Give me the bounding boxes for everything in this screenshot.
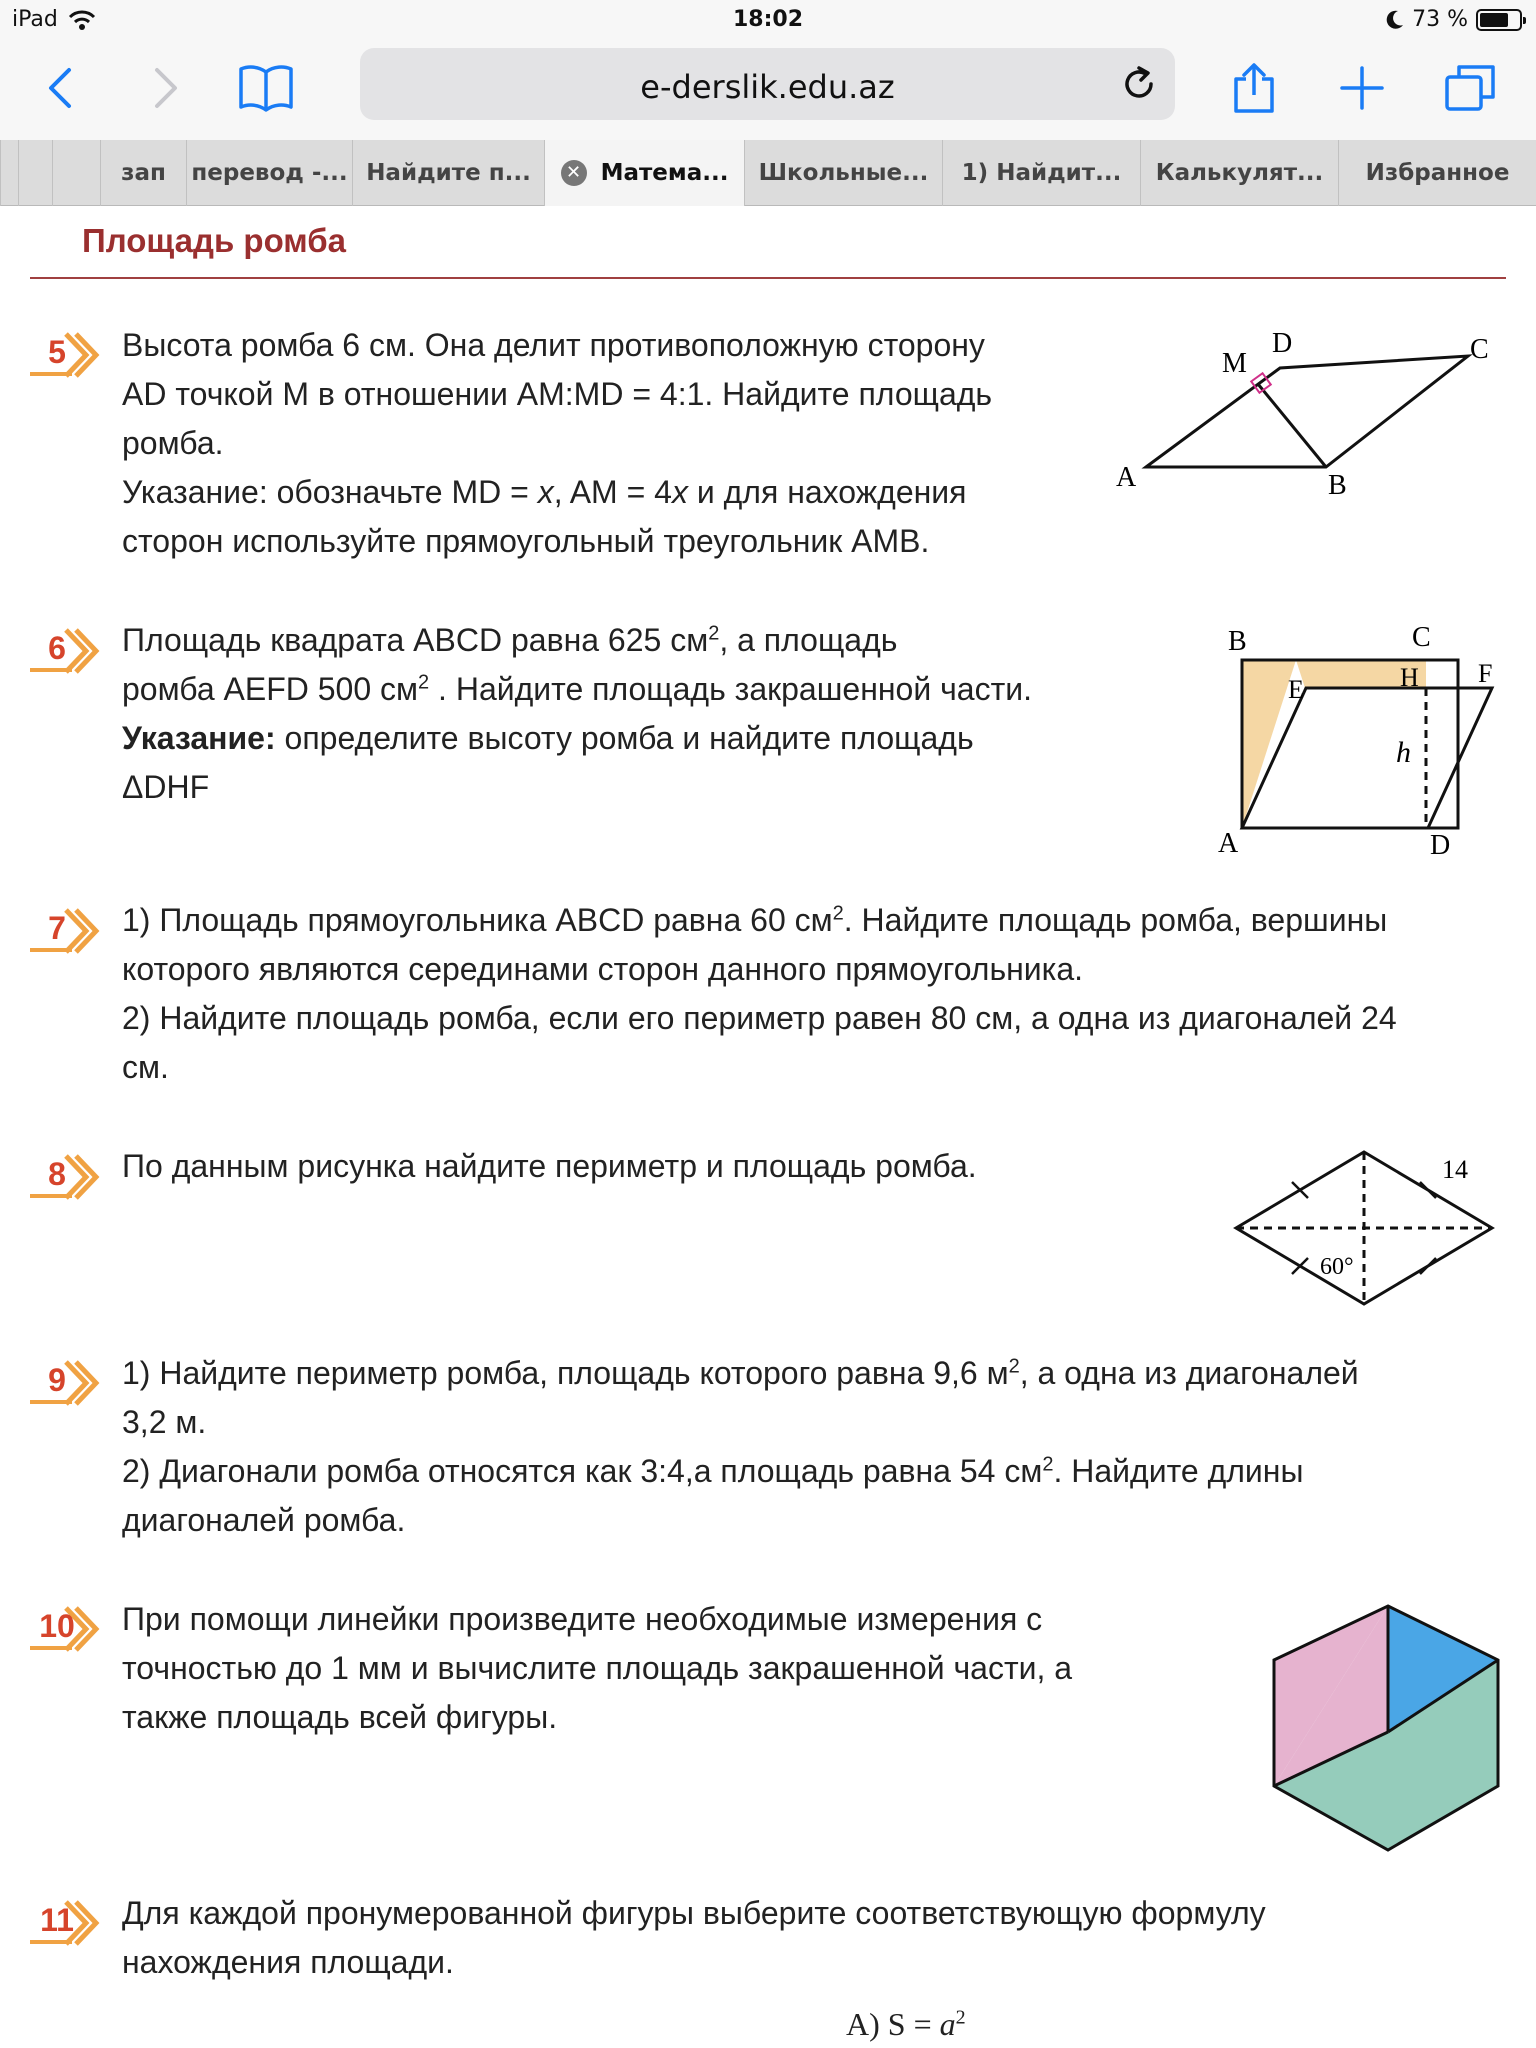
- new-tab-button[interactable]: [1332, 58, 1392, 118]
- label-angle: 60°: [1320, 1254, 1354, 1280]
- label-m: M: [1222, 348, 1247, 379]
- task-text: Площадь квадрата ABCD равна 625 $см^2$, а площадь ромба AEFD 500 $см^2$ . Найдите площадь закрашенной части. Указание: определите высоту ромба и найдите площадь ΔDHF: [122, 622, 1032, 805]
- moon-icon: [1386, 10, 1404, 30]
- label-c: C: [1470, 334, 1489, 365]
- task-text: При помощи линейки произведите необходимые измерения с точностью до 1 мм и вычислите площадь закрашенной части, а также площадь всей фигуры.: [122, 1601, 1073, 1735]
- tab-izbrannoe[interactable]: Избранное: [1338, 140, 1536, 206]
- task-number-badge: [28, 1898, 102, 1948]
- share-icon: [1232, 61, 1276, 115]
- close-tab-icon[interactable]: ✕: [561, 160, 587, 186]
- book-icon: [238, 64, 294, 112]
- plus-icon: [1340, 66, 1384, 110]
- square-rhombus-figure-6: [1210, 618, 1510, 858]
- battery-fill: [1480, 13, 1508, 27]
- label-c: C: [1412, 622, 1431, 653]
- title-divider: [30, 277, 1506, 279]
- label-d: D: [1272, 328, 1293, 359]
- tab-naydite[interactable]: Найдите п...: [352, 140, 544, 206]
- address-bar[interactable]: [360, 48, 1175, 120]
- task-number: 11: [40, 1902, 74, 1938]
- status-bar: [0, 0, 1536, 40]
- label-side: 14: [1442, 1155, 1468, 1184]
- reload-icon[interactable]: [1117, 62, 1161, 106]
- task-number-badge: [28, 1152, 102, 1202]
- formula-a: A) $S = a^2$: [846, 2006, 966, 2042]
- browser-toolbar: [0, 40, 1536, 140]
- task-text: Высота ромба 6 см. Она делит противоположную сторону AD точкой M в отношении AM:MD = 4:1. Найдите площадь ромба. Указание: обозначьте MD = x, AM = 4x и для нахождения сторон используйте прямоугольный треугольник AMB.: [122, 327, 993, 559]
- task-number-badge: [28, 626, 102, 676]
- task-number-badge: [28, 906, 102, 956]
- rhombus-figure-5: [1110, 322, 1500, 502]
- task-number-badge: [28, 1604, 102, 1654]
- task-number: 9: [48, 1362, 66, 1398]
- label-d: D: [1430, 830, 1451, 858]
- tab-perevod[interactable]: перевод -...: [186, 140, 352, 206]
- task-number: 8: [48, 1156, 66, 1192]
- task-number: 7: [48, 910, 66, 946]
- label-e: E: [1288, 675, 1304, 704]
- url-text: e-derslik.edu.az: [640, 68, 895, 106]
- page-title: Площадь ромба: [82, 222, 346, 259]
- task-number-badge: [28, 330, 102, 380]
- label-height: h: [1396, 736, 1411, 769]
- tabs-icon: [1444, 64, 1496, 112]
- task-number-badge: [28, 1358, 102, 1408]
- task-number: 6: [48, 630, 66, 666]
- tab-stub[interactable]: [0, 140, 18, 206]
- share-button[interactable]: [1224, 58, 1284, 118]
- back-button[interactable]: [30, 58, 90, 118]
- tab-kalkulyator[interactable]: Калькулят...: [1140, 140, 1338, 206]
- chevron-left-icon: [45, 66, 75, 110]
- tab-stub[interactable]: [18, 140, 52, 206]
- tab-naydite-2[interactable]: 1) Найдит...: [942, 140, 1140, 206]
- tab-shkolnye[interactable]: Школьные...: [744, 140, 942, 206]
- task-number: 5: [48, 334, 66, 370]
- forward-button[interactable]: [136, 58, 196, 118]
- label-h: H: [1400, 663, 1419, 692]
- chevron-right-icon: [151, 66, 181, 110]
- label-f: F: [1478, 659, 1493, 688]
- hexagon-figure-10: [1270, 1600, 1506, 1856]
- battery-percent: 73 %: [1412, 7, 1468, 32]
- label-a: A: [1116, 462, 1137, 493]
- tab-bar: [0, 140, 1536, 206]
- task-text: 1) Площадь прямоугольника ABCD равна 60 $см^2$. Найдите площадь ромба, вершины которого являются серединами сторон данного прямоугольника. 2) Найдите площадь ромба, если его периметр равен 80 см, а одна из диагоналей 24 см.: [122, 902, 1397, 1085]
- device-name: iPad: [12, 7, 58, 32]
- tab-zap[interactable]: зап: [100, 140, 186, 206]
- task-text: По данным рисунка найдите периметр и площадь ромба.: [122, 1148, 977, 1184]
- bookmarks-button[interactable]: [236, 58, 296, 118]
- tabs-button[interactable]: [1440, 58, 1500, 118]
- task-text: Для каждой пронумерованной фигуры выберите соответствующую формулу нахождения площади.: [122, 1895, 1266, 1980]
- rhombus-figure-8: [1228, 1146, 1508, 1316]
- label-a: A: [1218, 828, 1239, 858]
- clock: 18:02: [732, 7, 804, 32]
- battery-icon: [1476, 9, 1522, 31]
- tab-stub[interactable]: [52, 140, 100, 206]
- task-text: 1) Найдите периметр ромба, площадь которого равна 9,6 $м^2$, а одна из диагоналей 3,2 м. 2) Диагонали ромба относятся как 3:4,а площадь равна 54 $см^2$. Найдите длины диагоналей ромба.: [122, 1355, 1359, 1538]
- label-b: B: [1228, 626, 1247, 657]
- task-number: 10: [39, 1608, 75, 1644]
- tab-matematika[interactable]: ✕ Матема...: [544, 140, 744, 206]
- label-b: B: [1328, 470, 1347, 501]
